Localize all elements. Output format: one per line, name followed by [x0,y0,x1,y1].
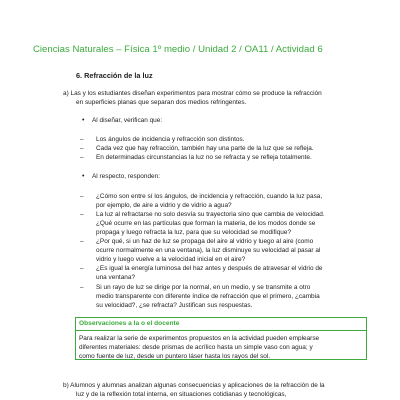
teacher-note-title: Observaciones a la o el docente [79,320,180,327]
part-b-line-1: b) Alumnos y alumnas analizan algunas consecuencias y aplicaciones de la refracción de la [63,382,325,389]
design-bullet-label: Al diseñar, verifican que: [92,117,163,124]
dash-icon: – [80,193,84,200]
dash-icon: – [80,136,84,143]
question-2-line-2: ¿Qué ocurre en las partículas que forman la materia, de los modos donde se [96,220,316,227]
bullet-icon: • [82,117,85,124]
question-4-line-1: ¿Es igual la energía luminosa del haz antes y después de atravesar el vidrio de [96,265,323,272]
question-2-line-1: La luz al refractarse no solo desvía su trayectoria sino que cambia de velocidad. [96,211,325,218]
part-a-intro-line-2: en superficies planas que separan dos medios refringentes. [76,99,247,106]
dash-icon: – [80,265,84,272]
question-5-line-1: Si un rayo de luz se dirige por la normal, en un medio, y se transmite a otro [96,284,311,291]
teacher-note-line-1: Para realizar la serie de experimentos propuestos en la actividad pueden emplearse [79,335,320,342]
question-2-line-3: propaga y luego refracta la luz, para que su velocidad se modifique? [96,229,292,236]
design-item-3: En determinadas circunstancias la luz no se refracta y se refleja totalmente. [96,154,312,161]
question-4-line-2: una ventana? [96,274,136,281]
question-5-line-3: su velocidad?, ¿se refracta? Justifican sus respuestas. [96,302,253,309]
respond-bullet-label: Al respecto, responden: [92,173,160,180]
dash-icon: – [80,284,84,291]
design-item-2: Cada vez que hay refracción, también hay una parte de la luz que se refleja. [96,145,314,152]
question-1-line-1: ¿Cómo son entre sí los ángulos, de incidencia y refracción, cuando la luz pasa, [96,193,323,200]
teacher-note-line-3: como fuente de luz, desde un puntero láser hasta los rayos del sol. [79,353,271,360]
dash-icon: – [80,154,84,161]
dash-icon: – [80,145,84,152]
section-title: 6. Refracción de la luz [76,71,153,80]
dash-icon: – [80,238,84,245]
part-a-intro-line-1: a) Las y los estudiantes diseñan experimentos para mostrar cómo se produce la refracción [63,90,322,97]
bullet-icon: • [82,173,85,180]
page-breadcrumb: Ciencias Naturales – Física 1º medio / Unidad 2 / OA11 / Actividad 6 [33,44,323,55]
question-3-line-2: ocurre normalmente en una ventana), la luz disminuye su velocidad al pasar al [96,247,321,254]
question-3-line-3: vidrio y luego vuelve a la velocidad inicial en el aire? [96,256,246,263]
dash-icon: – [80,211,84,218]
teacher-note-divider [75,330,367,331]
design-item-1: Los ángulos de incidencia y refracción son distintos. [96,136,245,143]
teacher-note-line-2: diferentes materiales: desde prismas de acrílico hasta un simple vaso con agua; y [79,344,313,351]
question-3-line-1: ¿Por qué, si un haz de luz se propaga del aire al vidrio y luego al aire (como [96,238,314,245]
part-b-line-2: luz y de la reflexión total interna, en situaciones cotidianas y tecnológicas, [76,391,287,398]
question-5-line-2: medio transparente con diferente índice de refracción que el primero, ¿cambia [96,293,320,300]
question-1-line-2: por ejemplo, de aire a vidrio y de vidrio a agua? [96,202,232,209]
